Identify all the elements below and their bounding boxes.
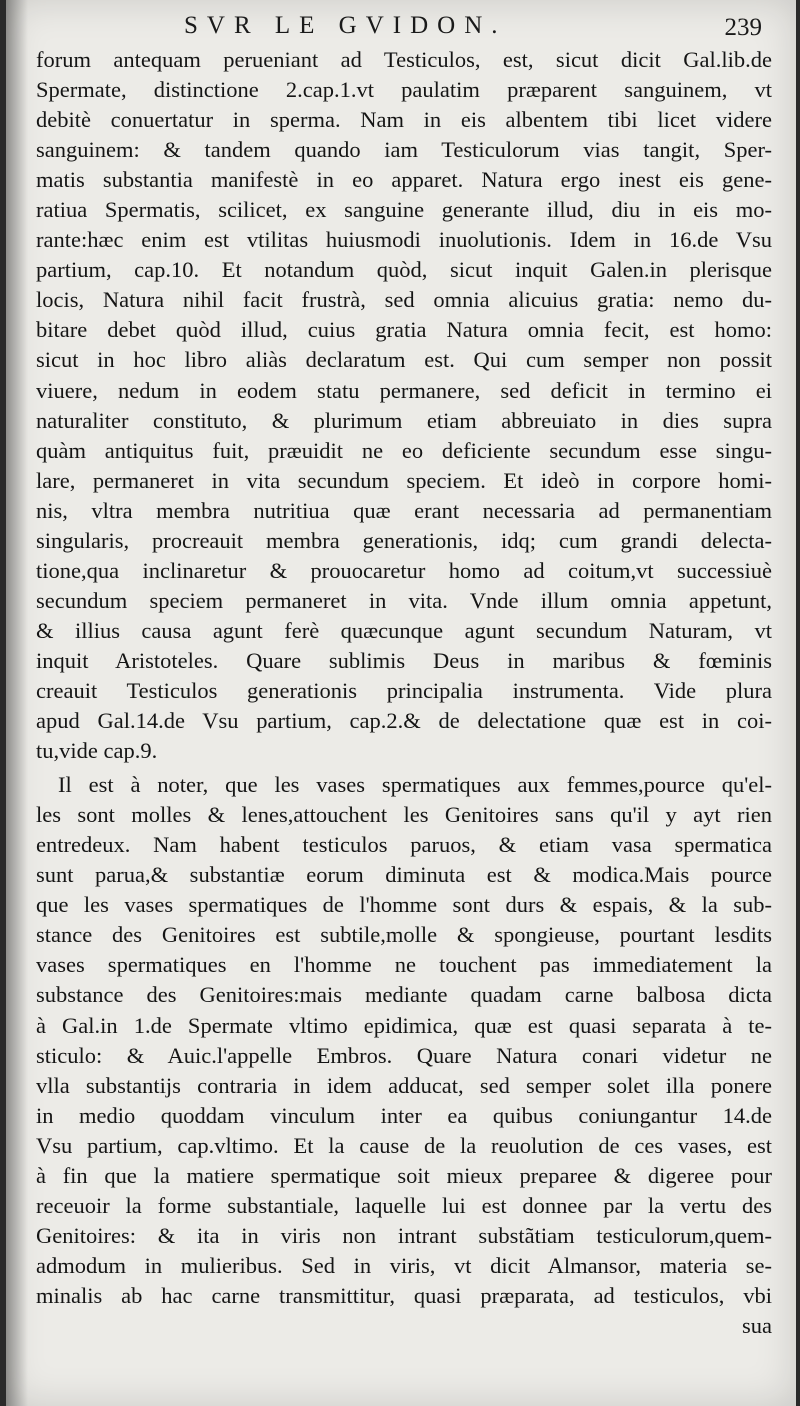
paragraph-1 bbox=[36, 45, 772, 766]
text-line: sanguinem: & tandem quando iam Testiculorum vias tangit, Sper- bbox=[36, 137, 772, 163]
catchword: sua bbox=[742, 1312, 772, 1338]
text-line: vlla substantijs contraria in idem adducat, sed semper solet illa ponere bbox=[36, 1072, 772, 1098]
text-line: naturaliter constituto, & plurimum etiam abbreuiato in dies supra bbox=[36, 407, 772, 433]
text-line: substance des Genitoires:mais mediante quadam carne balbosa dicta bbox=[36, 982, 772, 1008]
text-line: tione,qua inclinaretur & prouocaretur homo ad coitum,vt successiuè bbox=[36, 557, 772, 583]
text-line: les sont molles & lenes,attouchent les Genitoires sans qu'il y ayt rien bbox=[36, 802, 772, 828]
text-line: quàm antiquitus fuit, præuidit ne eo deficiente secundum esse singu- bbox=[36, 437, 772, 463]
text-line: Vsu partium, cap.vltimo. Et la cause de la reuolution de ces vases, est bbox=[36, 1132, 772, 1158]
text-line: Spermate, distinctione 2.cap.1.vt paulatim præparent sanguinem, vt bbox=[36, 77, 772, 103]
text-line: receuoir la forme substantiale, laquelle lui est donnee par la vertu des bbox=[36, 1192, 772, 1218]
text-line: Genitoires: & ita in viris non intrant substãtiam testiculorum,quem- bbox=[36, 1222, 772, 1248]
text-line: admodum in mulieribus. Sed in viris, vt dicit Almansor, materia se- bbox=[36, 1252, 772, 1278]
text-line: minalis ab hac carne transmittitur, quasi præparata, ad testiculos, vbi bbox=[36, 1282, 772, 1308]
text-line: à fin que la matiere spermatique soit mieux preparee & digeree pour bbox=[36, 1162, 772, 1188]
book-page bbox=[6, 0, 796, 1406]
text-line: & illius causa agunt ferè quæcunque agunt secundum Naturam, vt bbox=[36, 617, 772, 643]
text-body bbox=[36, 45, 772, 1341]
text-line: rante:hæc enim est vtilitas huiusmodi inuolutionis. Idem in 16.de Vsu bbox=[36, 227, 772, 253]
text-line: creauit Testiculos generationis principalia instrumenta. Vide plura bbox=[36, 677, 772, 703]
running-head: SVR LE GVIDON. bbox=[184, 12, 507, 39]
binding-shadow bbox=[6, 0, 28, 1406]
paragraphs bbox=[36, 45, 772, 1311]
text-line: partium, cap.10. Et notandum quòd, sicut inquit Galen.in plerisque bbox=[36, 257, 772, 283]
text-line: nis, vltra membra nutritiua quæ erant necessaria ad permanentiam bbox=[36, 497, 772, 523]
text-line: entredeux. Nam habent testiculos paruos, & etiam vasa spermatica bbox=[36, 832, 772, 858]
text-line: locis, Natura nihil facit frustrà, sed omnia alicuius gratia: nemo du- bbox=[36, 287, 772, 313]
text-line: lare, permaneret in vita secundum speciem. Et ideò in corpore homi- bbox=[36, 467, 772, 493]
text-line: que les vases spermatiques de l'homme sont durs & espais, & la sub- bbox=[36, 892, 772, 918]
text-line: bitare debet quòd illud, cuius gratia Natura omnia fecit, est homo: bbox=[36, 317, 772, 343]
text-line: debitè conuertatur in sperma. Nam in eis albentem tibi licet videre bbox=[36, 107, 772, 133]
text-line: viuere, nedum in eodem statu permanere, sed deficit in termino ei bbox=[36, 377, 772, 403]
text-line: tu,vide cap.9. bbox=[36, 738, 158, 764]
text-line: Il est à noter, que les vases spermatiques aux femmes,pource qu'el- bbox=[58, 772, 772, 798]
text-line: à Gal.in 1.de Spermate vltimo epidimica, quæ est quasi separata à te- bbox=[36, 1012, 772, 1038]
text-line: sicut in hoc libro aliàs declaratum est. Qui cum semper non possit bbox=[36, 347, 772, 373]
page-number: 239 bbox=[724, 14, 762, 41]
text-line: singularis, procreauit membra generationis, idq; cum grandi delecta- bbox=[36, 527, 772, 553]
text-line: forum antequam perueniant ad Testiculos, est, sicut dicit Gal.lib.de bbox=[36, 47, 772, 72]
text-line: matis substantia manifestè in eo apparet. Natura ergo inest eis gene- bbox=[36, 167, 772, 193]
text-line: sticulo: & Auic.l'appelle Embros. Quare Natura conari videtur ne bbox=[36, 1042, 772, 1068]
page-header bbox=[6, 8, 796, 48]
text-line: sunt parua,& substantiæ eorum diminuta est & modica.Mais pource bbox=[36, 862, 772, 888]
text-line: stance des Genitoires est subtile,molle & spongieuse, pourtant lesdits bbox=[36, 922, 772, 948]
text-line: apud Gal.14.de Vsu partium, cap.2.& de delectatione quæ est in coi- bbox=[36, 708, 772, 734]
text-line: vases spermatiques en l'homme ne touchent pas immediatement la bbox=[36, 952, 772, 978]
text-line: in medio quoddam vinculum inter ea quibus coniungantur 14.de bbox=[36, 1102, 772, 1128]
paragraph-2 bbox=[36, 770, 772, 1311]
text-line: inquit Aristoteles. Quare sublimis Deus in maribus & fœminis bbox=[36, 647, 772, 673]
text-line: secundum speciem permaneret in vita. Vnde illum omnia appetunt, bbox=[36, 587, 772, 613]
text-line: ratiua Spermatis, scilicet, ex sanguine generante illud, diu in eis mo- bbox=[36, 197, 772, 223]
